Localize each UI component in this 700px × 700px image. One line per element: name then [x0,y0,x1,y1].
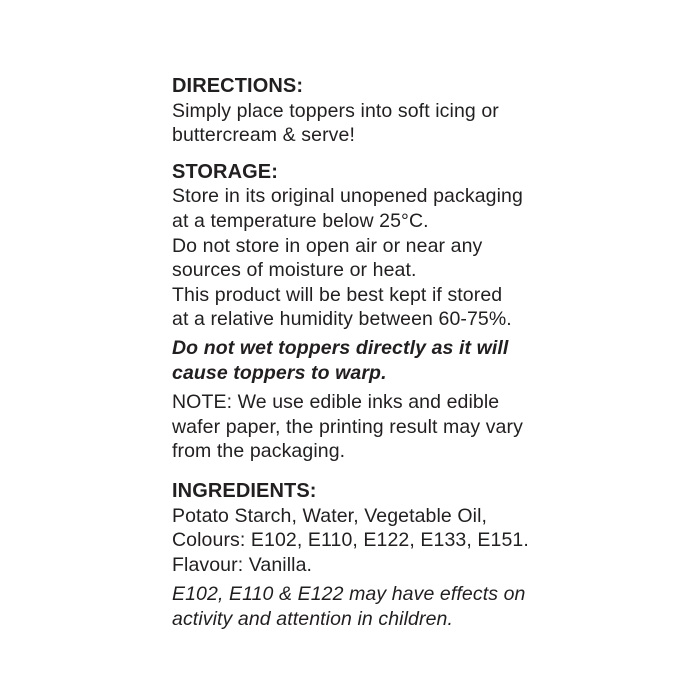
ingredients-line: Flavour: Vanilla. [172,553,313,576]
note-line: NOTE: We use edible inks and edible [172,391,500,414]
wet-warning-line: Do not wet toppers directly as it will [172,336,509,359]
wet-warning-line: cause toppers to warp. [172,361,387,384]
additives-warning-line: activity and attention in children. [172,607,453,630]
section-wet-warning [172,336,572,385]
section-additives-warning [172,582,572,631]
storage-heading: STORAGE: [172,160,278,183]
storage-line: This product will be best kept if stored [172,283,503,306]
storage-line: Store in its original unopened packaging [172,185,523,208]
additives-warning-line: E102, E110 & E122 may have effects on [172,583,526,606]
ingredients-line: Colours: E102, E110, E122, E133, E151. [172,529,529,552]
ingredients-heading: INGREDIENTS: [172,479,317,502]
storage-line: at a temperature below 25°C. [172,209,429,232]
storage-line: sources of moisture or heat. [172,259,417,282]
note-line: from the packaging. [172,440,346,463]
directions-line: buttercream & serve! [172,124,355,147]
storage-line: Do not store in open air or near any [172,234,483,257]
section-directions [172,74,572,148]
section-storage [172,160,572,332]
note-line: wafer paper, the printing result may vary [172,415,523,438]
product-label-text [172,74,572,631]
storage-line: at a relative humidity between 60-75%. [172,308,512,331]
directions-line: Simply place toppers into soft icing or [172,99,499,122]
section-ingredients [172,479,572,577]
directions-heading: DIRECTIONS: [172,75,304,97]
ingredients-line: Potato Starch, Water, Vegetable Oil, [172,504,488,527]
section-note [172,390,572,464]
